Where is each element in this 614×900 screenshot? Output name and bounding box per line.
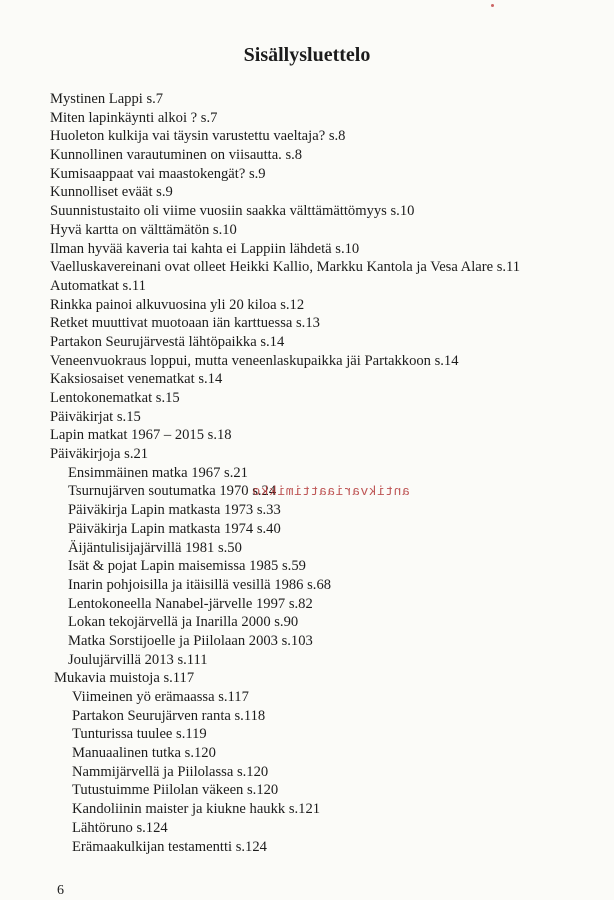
toc-entry: Erämaakulkijan testamentti s.124 [72,838,267,855]
toc-entry: Tsurnujärven soutumatka 1970 s.24 [68,483,277,500]
toc-entry: Nammijärvellä ja Piilolassa s.120 [72,763,269,780]
toc-entry: Joulujärvillä 2013 s.111 [68,651,208,668]
toc-entry: Päiväkirja Lapin matkasta 1973 s.33 [68,502,281,519]
toc-entry: Kaksiosaiset venematkat s.14 [50,371,223,388]
toc-entry: Lentokonematkat s.15 [50,390,180,406]
toc-entry: Rinkka painoi alkuvuosina yli 20 kiloa s.12 [50,296,305,313]
toc-entry: Päiväkirjat s.15 [50,408,141,425]
toc-entry: Partakon Seurujärven ranta s.118 [72,707,266,724]
toc-entry: Huoleton kulkija vai täysin varustettu vaeltaja? s.8 [50,128,346,145]
watermark: antikvariaattimikko [252,484,410,499]
toc-entry: Isät & pojat Lapin maisemissa 1985 s.59 [68,558,306,575]
toc-entry: Hyvä kartta on välttämätön s.10 [50,221,237,238]
toc-entry: Päiväkirja Lapin matkasta 1974 s.40 [68,520,281,537]
toc-entry: Miten lapinkäynti alkoi ? s.7 [50,109,218,126]
toc-entry: Äijäntulisijajärvillä 1981 s.50 [68,539,242,556]
toc-entry: Kandoliinin maister ja kiukne haukk s.121 [72,801,321,818]
toc-entry: Lentokoneella Nanabel-järvelle 1997 s.82 [68,595,313,612]
toc-entry: Ensimmäinen matka 1967 s.21 [68,464,248,481]
toc-entry: Partakon Seurujärvestä lähtöpaikka s.14 [50,333,285,350]
toc-entry: Matka Sorstijoelle ja Piilolaan 2003 s.103 [68,632,313,649]
page-title: Sisällysluettelo [243,44,371,66]
toc-entry: Ilman hyvää kaveria tai kahta ei Lappiin lähdetä s.10 [50,240,360,257]
toc-entry: Veneenvuokraus loppui, mutta veneenlaskupaikka jäi Partakkoon s.14 [50,352,459,369]
toc-entry: Inarin pohjoisilla ja itäisillä vesillä 1986 s.68 [68,576,332,593]
toc-entry: Päiväkirjoja s.21 [50,446,149,463]
toc-entry: Lokan tekojärvellä ja Inarilla 2000 s.90 [68,614,299,631]
toc-entry: Vaelluskavereinani ovat olleet Heikki Kallio, Markku Kantola ja Vesa Alare s.11 [50,259,521,276]
toc-entry: Mukavia muistoja s.117 [54,670,195,687]
toc-entry: Suunnistustaito oli viime vuosiin saakka välttämättömyys s.10 [50,203,415,220]
toc-entry: Kumisaappaat vai maastokengät? s.9 [50,165,266,182]
toc-entry: Manuaalinen tutka s.120 [72,745,216,762]
toc-entry: Retket muuttivat muotoaan iän karttuessa s.13 [50,315,320,332]
toc-entry: Lähtöruno s.124 [72,819,168,836]
page-number: 6 [57,883,64,898]
toc-entry: Kunnolliset eväät s.9 [50,184,173,201]
table-of-contents [50,90,520,856]
toc-entry: Viimeinen yö erämaassa s.117 [72,689,249,705]
toc-entry: Tutustuimme Piilolan väkeen s.120 [72,782,279,799]
toc-entry: Lapin matkat 1967 – 2015 s.18 [50,427,232,444]
toc-entry: Tunturissa tuulee s.119 [72,726,207,743]
toc-entry: Mystinen Lappi s.7 [50,91,164,107]
toc-entry: Automatkat s.11 [50,277,146,294]
toc-entry: Kunnollinen varautuminen on viisautta. s.8 [50,147,303,164]
print-speck [491,4,494,7]
